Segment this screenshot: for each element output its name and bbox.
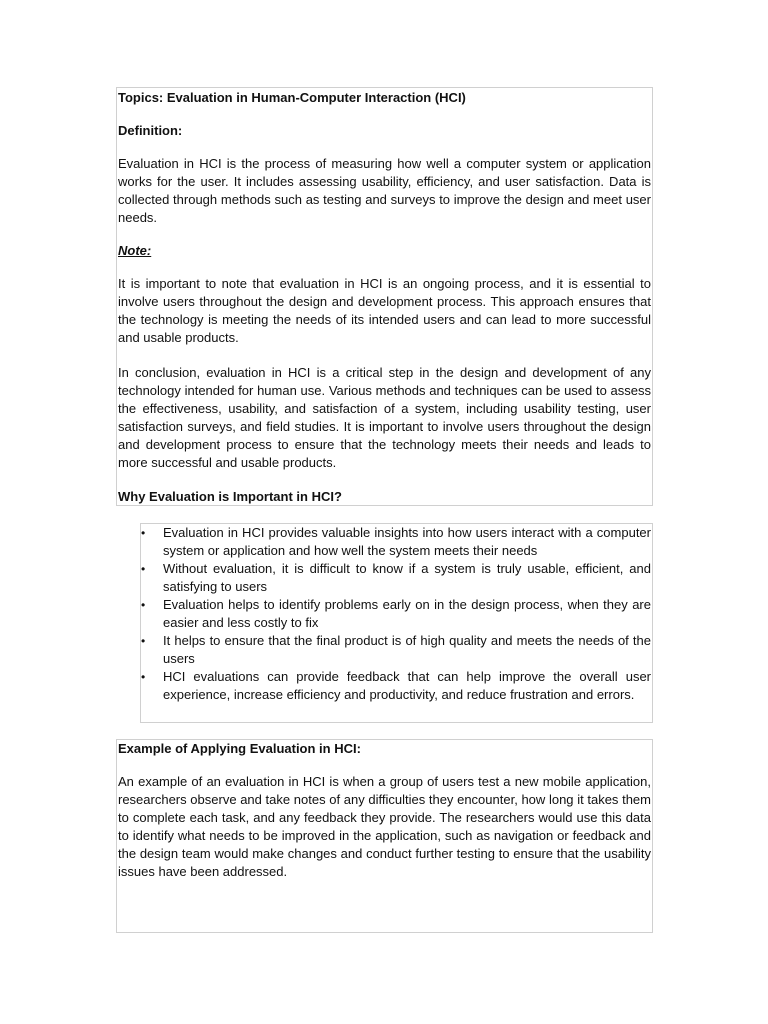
list-item-text: Without evaluation, it is difficult to know if a system is truly usable, efficient, and satisfying to users: [163, 561, 651, 594]
list-item-text: Evaluation helps to identify problems early on in the design process, when they are easier and less costly to fix: [163, 597, 651, 630]
example-box: [116, 739, 653, 933]
example-paragraph: An example of an evaluation in HCI is when a group of users test a new mobile application, researchers observe and take notes of any difficulties they encounter, how long it takes them to complete each task, and any feedback they provide. The researchers would use this data to identify what needs to be improved in the application, such as navigation or feedback and the design team would make changes and conduct further testing to ensure that the usability issues have been addressed.: [118, 774, 651, 879]
topic-title: Topics: Evaluation in Human-Computer Interaction (HCI): [118, 90, 466, 105]
list-item: [141, 632, 652, 668]
list-item-text: HCI evaluations can provide feedback that can help improve the overall user experience, increase efficiency and productivity, and reduce frustration and errors.: [163, 669, 651, 702]
main-content-box: [116, 87, 653, 506]
bullet-icon: •: [141, 634, 146, 648]
bullet-list-box: [140, 523, 653, 723]
definition-paragraph: Evaluation in HCI is the process of measuring how well a computer system or application works for the user. It includes assessing usability, efficiency, and user satisfaction. Data is collected through methods such as testing and surveys to improve the design and meet user needs.: [118, 156, 651, 225]
list-item: [141, 560, 652, 596]
bullet-icon: •: [141, 598, 146, 612]
importance-bullet-list: [141, 524, 652, 704]
bullet-icon: •: [141, 526, 146, 540]
note-paragraph: It is important to note that evaluation in HCI is an ongoing process, and it is essential to involve users throughout the design and development process. This approach ensures that the technology is meeting the needs of its intended users and can lead to more successful and usable products.: [118, 276, 651, 345]
bullet-icon: •: [141, 562, 146, 576]
list-item-text: Evaluation in HCI provides valuable insights into how users interact with a computer system or application and how well the system meets their needs: [163, 525, 651, 558]
list-item-text: It helps to ensure that the final product is of high quality and meets the needs of the users: [163, 633, 651, 666]
list-item: [141, 668, 652, 704]
conclusion-paragraph: In conclusion, evaluation in HCI is a critical step in the design and development of any technology intended for human use. Various methods and techniques can be used to assess the effectiveness, usability, and satisfaction of a system, including usability testing, user satisfaction surveys, and field studies. It is important to involve users throughout the design and development process to ensure that the technology meets their needs and leads to more successful and usable products.: [118, 365, 651, 470]
definition-heading: Definition:: [118, 123, 183, 138]
why-evaluation-heading: Why Evaluation is Important in HCI?: [118, 489, 342, 504]
list-item: [141, 524, 652, 560]
note-heading: Note:: [118, 243, 152, 258]
list-item: [141, 596, 652, 632]
example-heading: Example of Applying Evaluation in HCI:: [118, 741, 361, 756]
bullet-icon: •: [141, 670, 146, 684]
